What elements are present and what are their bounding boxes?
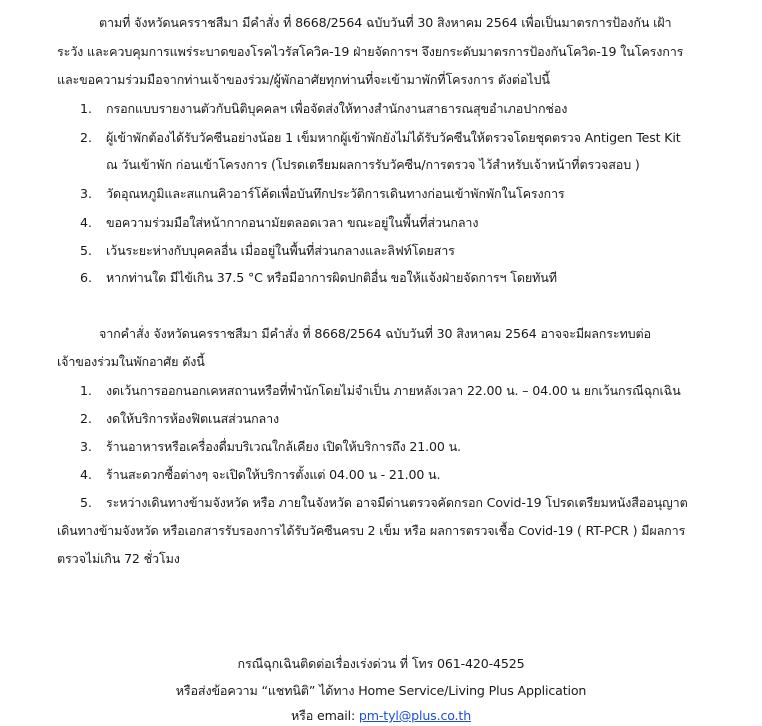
intro-paragraph-line-2: ระวัง และควบคุมการแพร่ระบาดของโรคไวรัสโควิค-19 ฝ่ายจัดการฯ จึงยกระดับมาตรการป้องกันโควิด-19 ในโครงการ: [57, 44, 684, 59]
measure-number: 3.: [80, 186, 93, 201]
impact-item-text-continued: เดินทางข้ามจังหวัด หรือเอกสารรับรองการได้รับวัคซีนครบ 2 เข็ม หรือ ผลการตรวจเชื้อ Covid-19 ( RT-PCR ) มีผลการ: [57, 523, 686, 538]
measure-number: 6.: [80, 270, 93, 285]
measure-item-text: เว้นระยะห่างกับบุคคลอื่น เมื่ออยู่ในพื้นที่ส่วนกลางและลิฟท์โดยสาร: [106, 243, 455, 258]
impact-item-text: งดเว้นการออกนอกเคหสถานหรือที่พำนักโดยไม่จำเป็น ภายหลังเวลา 22.00 น. – 04.00 น ยกเว้นกรณีฉุกเฉิน: [106, 383, 681, 398]
impact-number: 3.: [80, 439, 93, 454]
impact-number: 5.: [80, 495, 93, 510]
measure-item-text: ผู้เข้าพักต้องได้รับวัคซีนอย่างน้อย 1 เข็มหากผู้เข้าพักยังไม่ได้รับวัคซีนให้ตรวจโดยชุดตรวจ Antigen Test Kit: [106, 130, 681, 145]
measure-item-text: กรอกแบบรายงานตัวกับนิติบุคคลฯ เพื่อจัดส่งให้ทางสำนักงานสาธารณสุขอำเภอปากช่อง: [106, 101, 568, 116]
measure-item-text: หากท่านใด มีไข้เกิน 37.5 °C หรือมีอาการผิดปกติอื่น ขอให้แจ้งฝ่ายจัดการฯ โดยทันที: [106, 270, 557, 285]
impact-item-text: ร้านอาหารหรือเครื่องดื่มบริเวณใกล้เคียง เปิดให้บริการถึง 21.00 น.: [106, 439, 461, 454]
impact-number: 4.: [80, 467, 93, 482]
impact-item-text: ระหว่างเดินทางข้ามจังหวัด หรือ ภายในจังหวัด อาจมีด่านตรวจคัดกรอก Covid-19 โปรดเตรียมหนังสืออนุญาต: [106, 495, 688, 510]
impact-item-text: งดให้บริการห้องฟิตเนสส่วนกลาง: [106, 411, 280, 426]
measure-item-text: วัดอุณหภูมิและสแกนคิวอาร์โค้ดเพื่อบันทึกประวัติการเดินทางก่อนเข้าพักพักในโครงการ: [106, 186, 565, 201]
impact-number: 2.: [80, 411, 93, 426]
impact-item-text: ร้านสะดวกซื้อต่างๆ จะเปิดให้บริการตั้งแต่ 04.00 น - 21.00 น.: [106, 467, 441, 482]
impact-paragraph-line-1: จากคำสั่ง จังหวัดนครราชสีมา มีคำสั่ง ที่ 8668/2564 ฉบับวันที่ 30 สิงหาคม 2564 อาจจะมีผลกระทบต่อ: [99, 326, 651, 341]
measure-number: 1.: [80, 101, 93, 116]
measure-number: 4.: [80, 215, 93, 230]
measure-number: 2.: [80, 130, 93, 145]
impact-item-text-continued: ตรวจไม่เกิน 72 ชั่วโมง: [57, 551, 180, 566]
email-link[interactable]: pm-tyl@plus.co.th: [358, 708, 472, 723]
email-prefix: หรือ email:: [290, 708, 359, 723]
chat-message-line: หรือส่งข้อความ “แชทนิติ” ได้ทาง Home Service/Living Plus Application: [175, 683, 587, 698]
impact-number: 1.: [80, 383, 93, 398]
impact-paragraph-line-2: เจ้าของร่วมในพักอาศัย ดังนี้: [57, 354, 205, 369]
intro-paragraph-line-1: ตามที่ จังหวัดนครราชสีมา มีคำสั่ง ที่ 8668/2564 ฉบับวันที่ 30 สิงหาคม 2564 เพื่อเป็นมาตรการป้องกัน เฝ้า: [99, 15, 672, 30]
emergency-contact-line: กรณีฉุกเฉินติดต่อเรื่องเร่งด่วน ที่ โทร 061-420-4525: [237, 656, 525, 671]
intro-paragraph-line-3: และขอความร่วมมือจากท่านเจ้าของร่วม/ผู้พักอาศัยทุกท่านที่จะเข้ามาพักที่โครงการ ดังต่อไปนี้: [57, 72, 550, 87]
measure-number: 5.: [80, 243, 93, 258]
measure-item-text: ขอความร่วมมือใส่หน้ากากอนามัยตลอดเวลา ขณะอยู่ในพื้นที่ส่วนกลาง: [106, 215, 479, 230]
measure-item-text-continued: ณ วันเข้าพัก ก่อนเข้าโครงการ (โปรดเตรียมผลการรับวัคซีน/การตรวจ ไว้สำหรับเจ้าหน้าที่ตรวจสอบ ): [106, 157, 640, 172]
email-contact-line: [0, 706, 762, 726]
